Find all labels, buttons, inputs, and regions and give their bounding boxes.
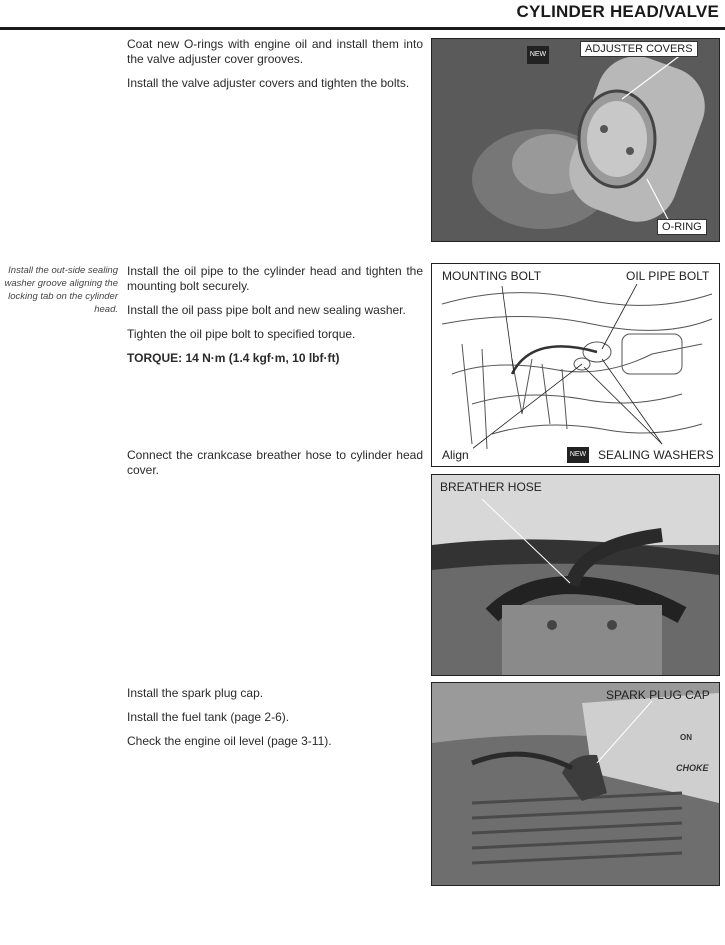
figure-spark-plug-cap [431, 682, 720, 886]
new-part-icon: NEW [527, 46, 549, 64]
callout-oil-pipe-bolt: OIL PIPE BOLT [622, 268, 713, 284]
paragraph: Coat new O-rings with engine oil and install them into the valve adjuster cover grooves. [127, 37, 423, 66]
paragraph: Install the oil pass pipe bolt and new sealing washer. [127, 303, 406, 317]
decal-choke: CHOKE [676, 763, 709, 773]
decal-on: ON [680, 733, 692, 742]
header-rule [0, 27, 725, 30]
section-2-text [127, 264, 423, 366]
new-part-icon: NEW [567, 447, 589, 463]
spark-plug-photo-illustration [432, 683, 719, 885]
torque-spec: TORQUE: 14 N·m (1.4 kgf·m, 10 lbf·ft) [127, 351, 340, 365]
paragraph: Install the fuel tank (page 2-6). [127, 710, 290, 724]
engine-photo-illustration [432, 39, 719, 241]
side-note: Install the out-side sealing washer groove aligning the locking tab on the cylinder head. [4, 265, 118, 315]
oil-pipe-line-drawing [432, 264, 719, 466]
paragraph: Install the valve adjuster covers and tighten the bolts. [127, 76, 410, 90]
page-header-title: CYLINDER HEAD/VALVE [516, 2, 719, 21]
section-4-text [127, 686, 423, 749]
section-3-text [127, 448, 423, 478]
paragraph: Check the engine oil level (page 3-11). [127, 734, 332, 748]
breather-hose-photo-illustration [432, 475, 719, 675]
callout-spark-plug-cap: SPARK PLUG CAP [606, 688, 710, 702]
callout-adjuster-covers: ADJUSTER COVERS [580, 41, 698, 57]
figure-adjuster-covers [431, 38, 720, 242]
callout-align: Align [438, 447, 473, 463]
callout-sealing-washers: SEALING WASHERS [594, 447, 718, 463]
paragraph: Tighten the oil pipe bolt to specified torque. [127, 327, 356, 341]
figure-oil-pipe [431, 263, 720, 467]
paragraph: Install the oil pipe to the cylinder head and tighten the mounting bolt securely. [127, 264, 423, 293]
callout-mounting-bolt: MOUNTING BOLT [438, 268, 545, 284]
callout-breather-hose: BREATHER HOSE [440, 480, 542, 494]
paragraph: Install the spark plug cap. [127, 686, 264, 700]
figure-breather-hose [431, 474, 720, 676]
paragraph: Connect the crankcase breather hose to cylinder head cover. [127, 448, 423, 477]
section-1-text [127, 37, 423, 91]
callout-o-ring: O-RING [657, 219, 707, 235]
